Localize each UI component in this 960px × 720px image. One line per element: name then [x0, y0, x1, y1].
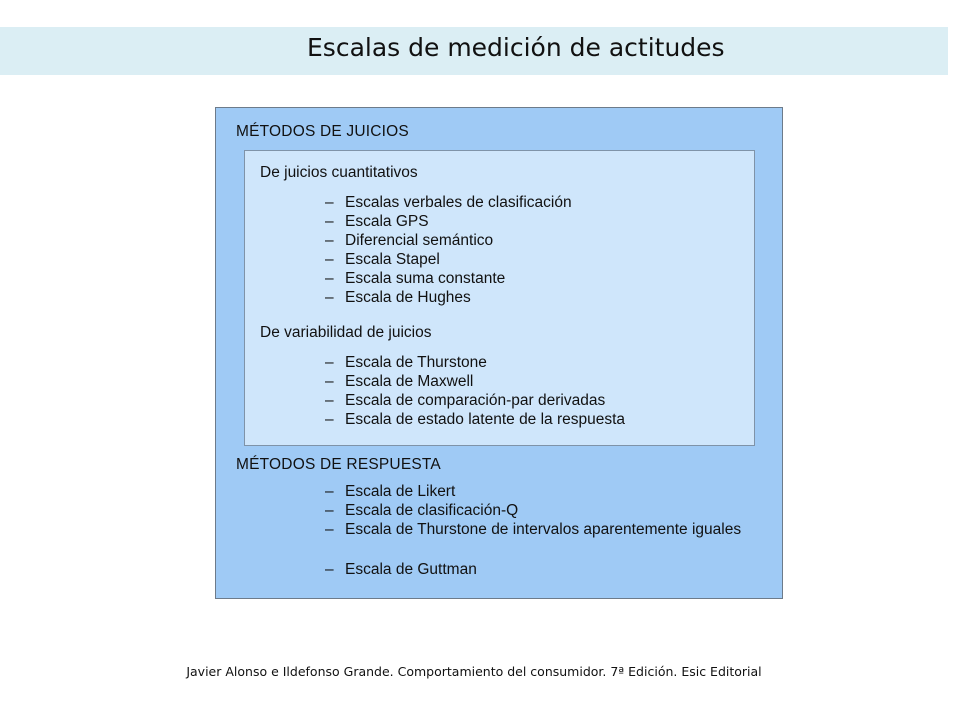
list-respuesta — [325, 482, 518, 520]
list-item: – Escala de Thurstone — [325, 354, 487, 371]
list-respuesta-last — [325, 560, 477, 579]
list-item: – Escala de estado latente de la respuesta — [325, 411, 626, 428]
group-heading-cuantitativos: De juicios cuantitativos — [260, 164, 418, 181]
list-variabilidad — [325, 353, 625, 429]
dash-bullet: – — [325, 251, 334, 268]
dash-bullet: – — [325, 354, 334, 371]
list-cuantitativos — [325, 193, 572, 307]
dash-bullet: – — [325, 502, 334, 519]
list-item: – Escalas verbales de clasificación — [325, 194, 572, 211]
section-heading-juicios: MÉTODOS DE JUICIOS — [236, 123, 409, 140]
list-item: – Escala GPS — [325, 213, 429, 230]
list-item: – Escala de Likert — [325, 483, 456, 500]
dash-bullet: – — [325, 289, 334, 306]
list-item: Escala de Thurstone de intervalos aparentemente iguales — [345, 521, 742, 538]
group-heading-variabilidad: De variabilidad de juicios — [260, 324, 432, 341]
dash-bullet: – — [325, 521, 334, 538]
page-title: Escalas de medición de actitudes — [307, 33, 725, 62]
dash-bullet: – — [325, 270, 334, 287]
dash-bullet: – — [325, 194, 334, 211]
dash-bullet: – — [325, 483, 334, 500]
dash-bullet: – — [325, 213, 334, 230]
dash-bullet: – — [325, 392, 334, 409]
dash-bullet: – — [325, 232, 334, 249]
list-item: – Escala de comparación-par derivadas — [325, 392, 606, 409]
list-item: – Diferencial semántico — [325, 232, 494, 249]
dash-bullet: – — [325, 373, 334, 390]
dash-bullet: – — [325, 561, 334, 578]
dash-bullet: – — [325, 411, 334, 428]
list-item: – Escala de Hughes — [325, 289, 471, 306]
list-item: – Escala de Maxwell — [325, 373, 474, 390]
section-heading-respuesta: MÉTODOS DE RESPUESTA — [236, 456, 441, 473]
list-item: – Escala de Guttman — [325, 561, 477, 578]
list-item: – Escala suma constante — [325, 270, 506, 287]
list-item: – Escala de clasificación-Q — [325, 502, 519, 519]
list-item: – Escala Stapel — [325, 251, 440, 268]
source-citation: Javier Alonso e Ildefonso Grande. Comportamiento del consumidor. 7ª Edición. Esic Editorial — [186, 664, 762, 679]
